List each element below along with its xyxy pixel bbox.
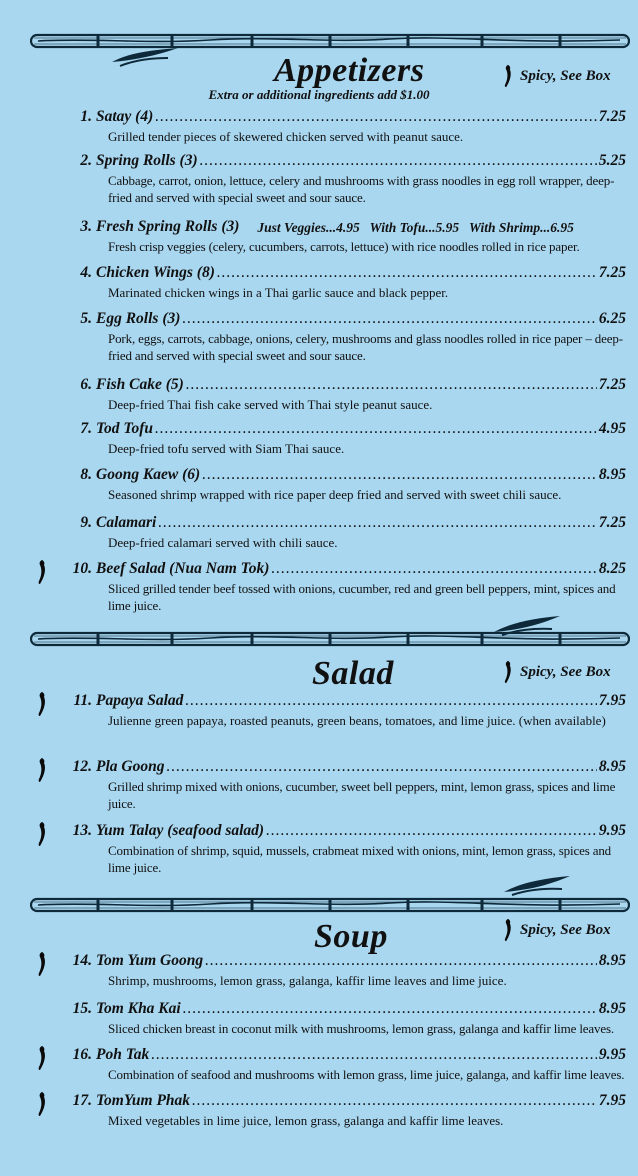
item-name: Spring Rolls (3)	[96, 152, 198, 169]
item-line	[96, 1046, 626, 1064]
chili-icon	[502, 918, 514, 942]
item-description: Julienne green papaya, roasted peanuts, green beans, tomatoes, and lime juice. (when available)	[108, 713, 606, 728]
item-description: Deep-fried calamari served with chili sauce.	[108, 535, 338, 550]
item-description: Marinated chicken wings in a Thai garlic sauce and black pepper.	[108, 285, 449, 300]
item-description: Sliced chicken breast in coconut milk with mushrooms, lemon grass, galanga and kaffir lime leaves.	[108, 1021, 615, 1036]
item-name: Pla Goong	[96, 758, 165, 775]
spicy-note	[502, 660, 611, 684]
item-number: 9.	[80, 514, 92, 531]
item-name: Beef Salad (Nua Nam Tok)	[96, 560, 270, 577]
spicy-note-text: Spicy, See Box	[520, 663, 611, 680]
item-price: 7.25	[598, 264, 626, 281]
item-price: 7.25	[598, 514, 626, 531]
item-number: 4.	[80, 264, 92, 281]
chili-icon	[36, 951, 48, 977]
item-name: Tod Tofu	[96, 420, 153, 437]
dot-leader	[185, 692, 596, 710]
bamboo-leaf-icon	[492, 612, 562, 636]
dot-leader	[151, 1046, 597, 1064]
item-description: Deep-fried Thai fish cake served with Thai style peanut sauce.	[108, 397, 433, 412]
item-name: Goong Kaew (6)	[96, 466, 201, 483]
item-price: 8.95	[598, 758, 626, 775]
dot-leader	[166, 758, 596, 776]
item-price: 8.95	[598, 466, 626, 483]
item-number: 13.	[72, 822, 92, 839]
item-price: 4.95	[598, 420, 626, 437]
item-line	[96, 108, 626, 126]
item-description: Mixed vegetables in lime juice, lemon grass, galanga and kaffir lime leaves.	[108, 1113, 504, 1128]
item-name: Calamari	[96, 514, 157, 531]
item-description: Fresh crisp veggies (celery, cucumbers, carrots, lettuce) with rice noodles rolled in rice paper.	[108, 239, 580, 254]
item-name: Poh Tak	[96, 1046, 150, 1063]
item-number: 8.	[80, 466, 92, 483]
item-price: 7.25	[598, 376, 626, 393]
item-price: 7.95	[598, 1092, 626, 1109]
dot-leader	[182, 310, 596, 328]
item-number: 11.	[73, 692, 92, 709]
item-line	[96, 952, 626, 970]
item-number: 2.	[80, 152, 92, 169]
dot-leader	[202, 466, 597, 484]
item-line	[96, 560, 626, 578]
dot-leader	[155, 108, 597, 126]
item-name: Tom Kha Kai	[96, 1000, 181, 1017]
item-description: Shrimp, mushrooms, lemon grass, galanga, kaffir lime leaves and lime juice.	[108, 973, 507, 988]
item-name: Fresh Spring Rolls (3)	[96, 218, 240, 235]
chili-icon	[502, 660, 514, 684]
item-number: 7.	[80, 420, 92, 437]
appetizers-title: Appetizers	[274, 52, 425, 89]
item-name: Chicken Wings (8)	[96, 264, 215, 281]
dot-leader	[217, 264, 597, 282]
item-name: Papaya Salad	[96, 692, 184, 709]
item-name: TomYum Phak	[96, 1092, 191, 1109]
item-name: Yum Talay (seafood salad)	[96, 822, 265, 839]
item-line	[96, 420, 626, 438]
item-description: Sliced grilled tender beef tossed with onions, cucumber, red and green bell peppers, mint, spices and lime juice.	[108, 581, 616, 613]
appetizers-subtitle: Extra or additional ingredients add $1.00	[208, 87, 430, 102]
chili-icon	[36, 821, 48, 847]
dot-leader	[271, 560, 597, 578]
chili-icon	[36, 691, 48, 717]
dot-leader	[155, 420, 597, 438]
chili-icon	[36, 1045, 48, 1071]
item-description: Combination of shrimp, squid, mussels, crabmeat mixed with onions, mint, lemon grass, spices and lime juice.	[108, 843, 612, 875]
item-line	[96, 218, 626, 236]
item-name: Satay (4)	[96, 108, 154, 125]
item-number: 16.	[72, 1046, 92, 1063]
item-description: Cabbage, carrot, onion, lettuce, celery and mushrooms with grass noodles in egg roll wrapper, deep-fried and served with special sweet and sour sauce.	[108, 173, 615, 205]
spicy-note	[502, 64, 611, 88]
item-line	[96, 1000, 626, 1018]
item-number: 10.	[72, 560, 92, 577]
item-line	[96, 264, 626, 282]
item-line	[96, 514, 626, 532]
chili-icon	[36, 757, 48, 783]
spicy-note	[502, 918, 611, 942]
item-price: 6.25	[598, 310, 626, 327]
item-description: Pork, eggs, carrots, cabbage, onions, celery, mushrooms and glass noodles rolled in rice paper – deep-fried and served with special sweet and sour sauce.	[108, 331, 623, 363]
item-number: 3.	[80, 218, 92, 235]
bamboo-divider	[30, 894, 630, 916]
item-line	[96, 310, 626, 328]
item-number: 12.	[72, 758, 92, 775]
item-description: Combination of seafood and mushrooms with lemon grass, lime juice, galanga, and kaffir lime leaves.	[108, 1067, 625, 1082]
item-price: 8.25	[598, 560, 626, 577]
chili-icon	[36, 559, 48, 585]
bamboo-leaf-icon	[110, 44, 180, 68]
item-line	[96, 758, 626, 776]
dot-leader	[186, 376, 597, 394]
item-price: 8.95	[598, 1000, 626, 1017]
dot-leader	[158, 514, 597, 532]
item-number: 1.	[80, 108, 92, 125]
dot-leader	[183, 1000, 597, 1018]
item-name: Fish Cake (5)	[96, 376, 184, 393]
dot-leader	[200, 152, 597, 170]
item-line	[96, 466, 626, 484]
item-number: 14.	[72, 952, 92, 969]
chili-icon	[36, 1091, 48, 1117]
item-number: 5.	[80, 310, 92, 327]
item-line	[96, 152, 626, 170]
item-description: Grilled tender pieces of skewered chicken served with peanut sauce.	[108, 129, 464, 144]
item-price: 5.25	[598, 152, 626, 169]
item-line	[96, 376, 626, 394]
item-price: 7.95	[598, 692, 626, 709]
item-line	[96, 822, 626, 840]
item-number: 6.	[80, 376, 92, 393]
item-price: 8.95	[598, 952, 626, 969]
spicy-note-text: Spicy, See Box	[520, 67, 611, 84]
item-price: 7.25	[598, 108, 626, 125]
item-number: 17.	[72, 1092, 92, 1109]
item-price: 9.95	[598, 1046, 626, 1063]
item-line	[96, 692, 626, 710]
bamboo-leaf-icon	[502, 872, 572, 896]
item-description: Seasoned shrimp wrapped with rice paper deep fried and served with sweet chili sauce.	[108, 487, 562, 502]
item-price: 9.95	[598, 822, 626, 839]
dot-leader	[192, 1092, 597, 1110]
item-number: 15.	[72, 1000, 92, 1017]
dot-leader	[266, 822, 597, 840]
item-name: Egg Rolls (3)	[96, 310, 181, 327]
chili-icon	[502, 64, 514, 88]
dot-leader	[205, 952, 597, 970]
soup-title: Soup	[314, 918, 388, 955]
item-options: Just Veggies...4.95 With Tofu...5.95 With Shrimp...6.95	[257, 220, 574, 235]
item-description: Grilled shrimp mixed with onions, cucumber, sweet bell peppers, mint, lemon grass, spices and lime juice.	[108, 779, 616, 811]
item-line	[96, 1092, 626, 1110]
item-description: Deep-fried tofu served with Siam Thai sauce.	[108, 441, 345, 456]
salad-title: Salad	[312, 655, 394, 692]
item-name: Tom Yum Goong	[96, 952, 204, 969]
spicy-note-text: Spicy, See Box	[520, 921, 611, 938]
